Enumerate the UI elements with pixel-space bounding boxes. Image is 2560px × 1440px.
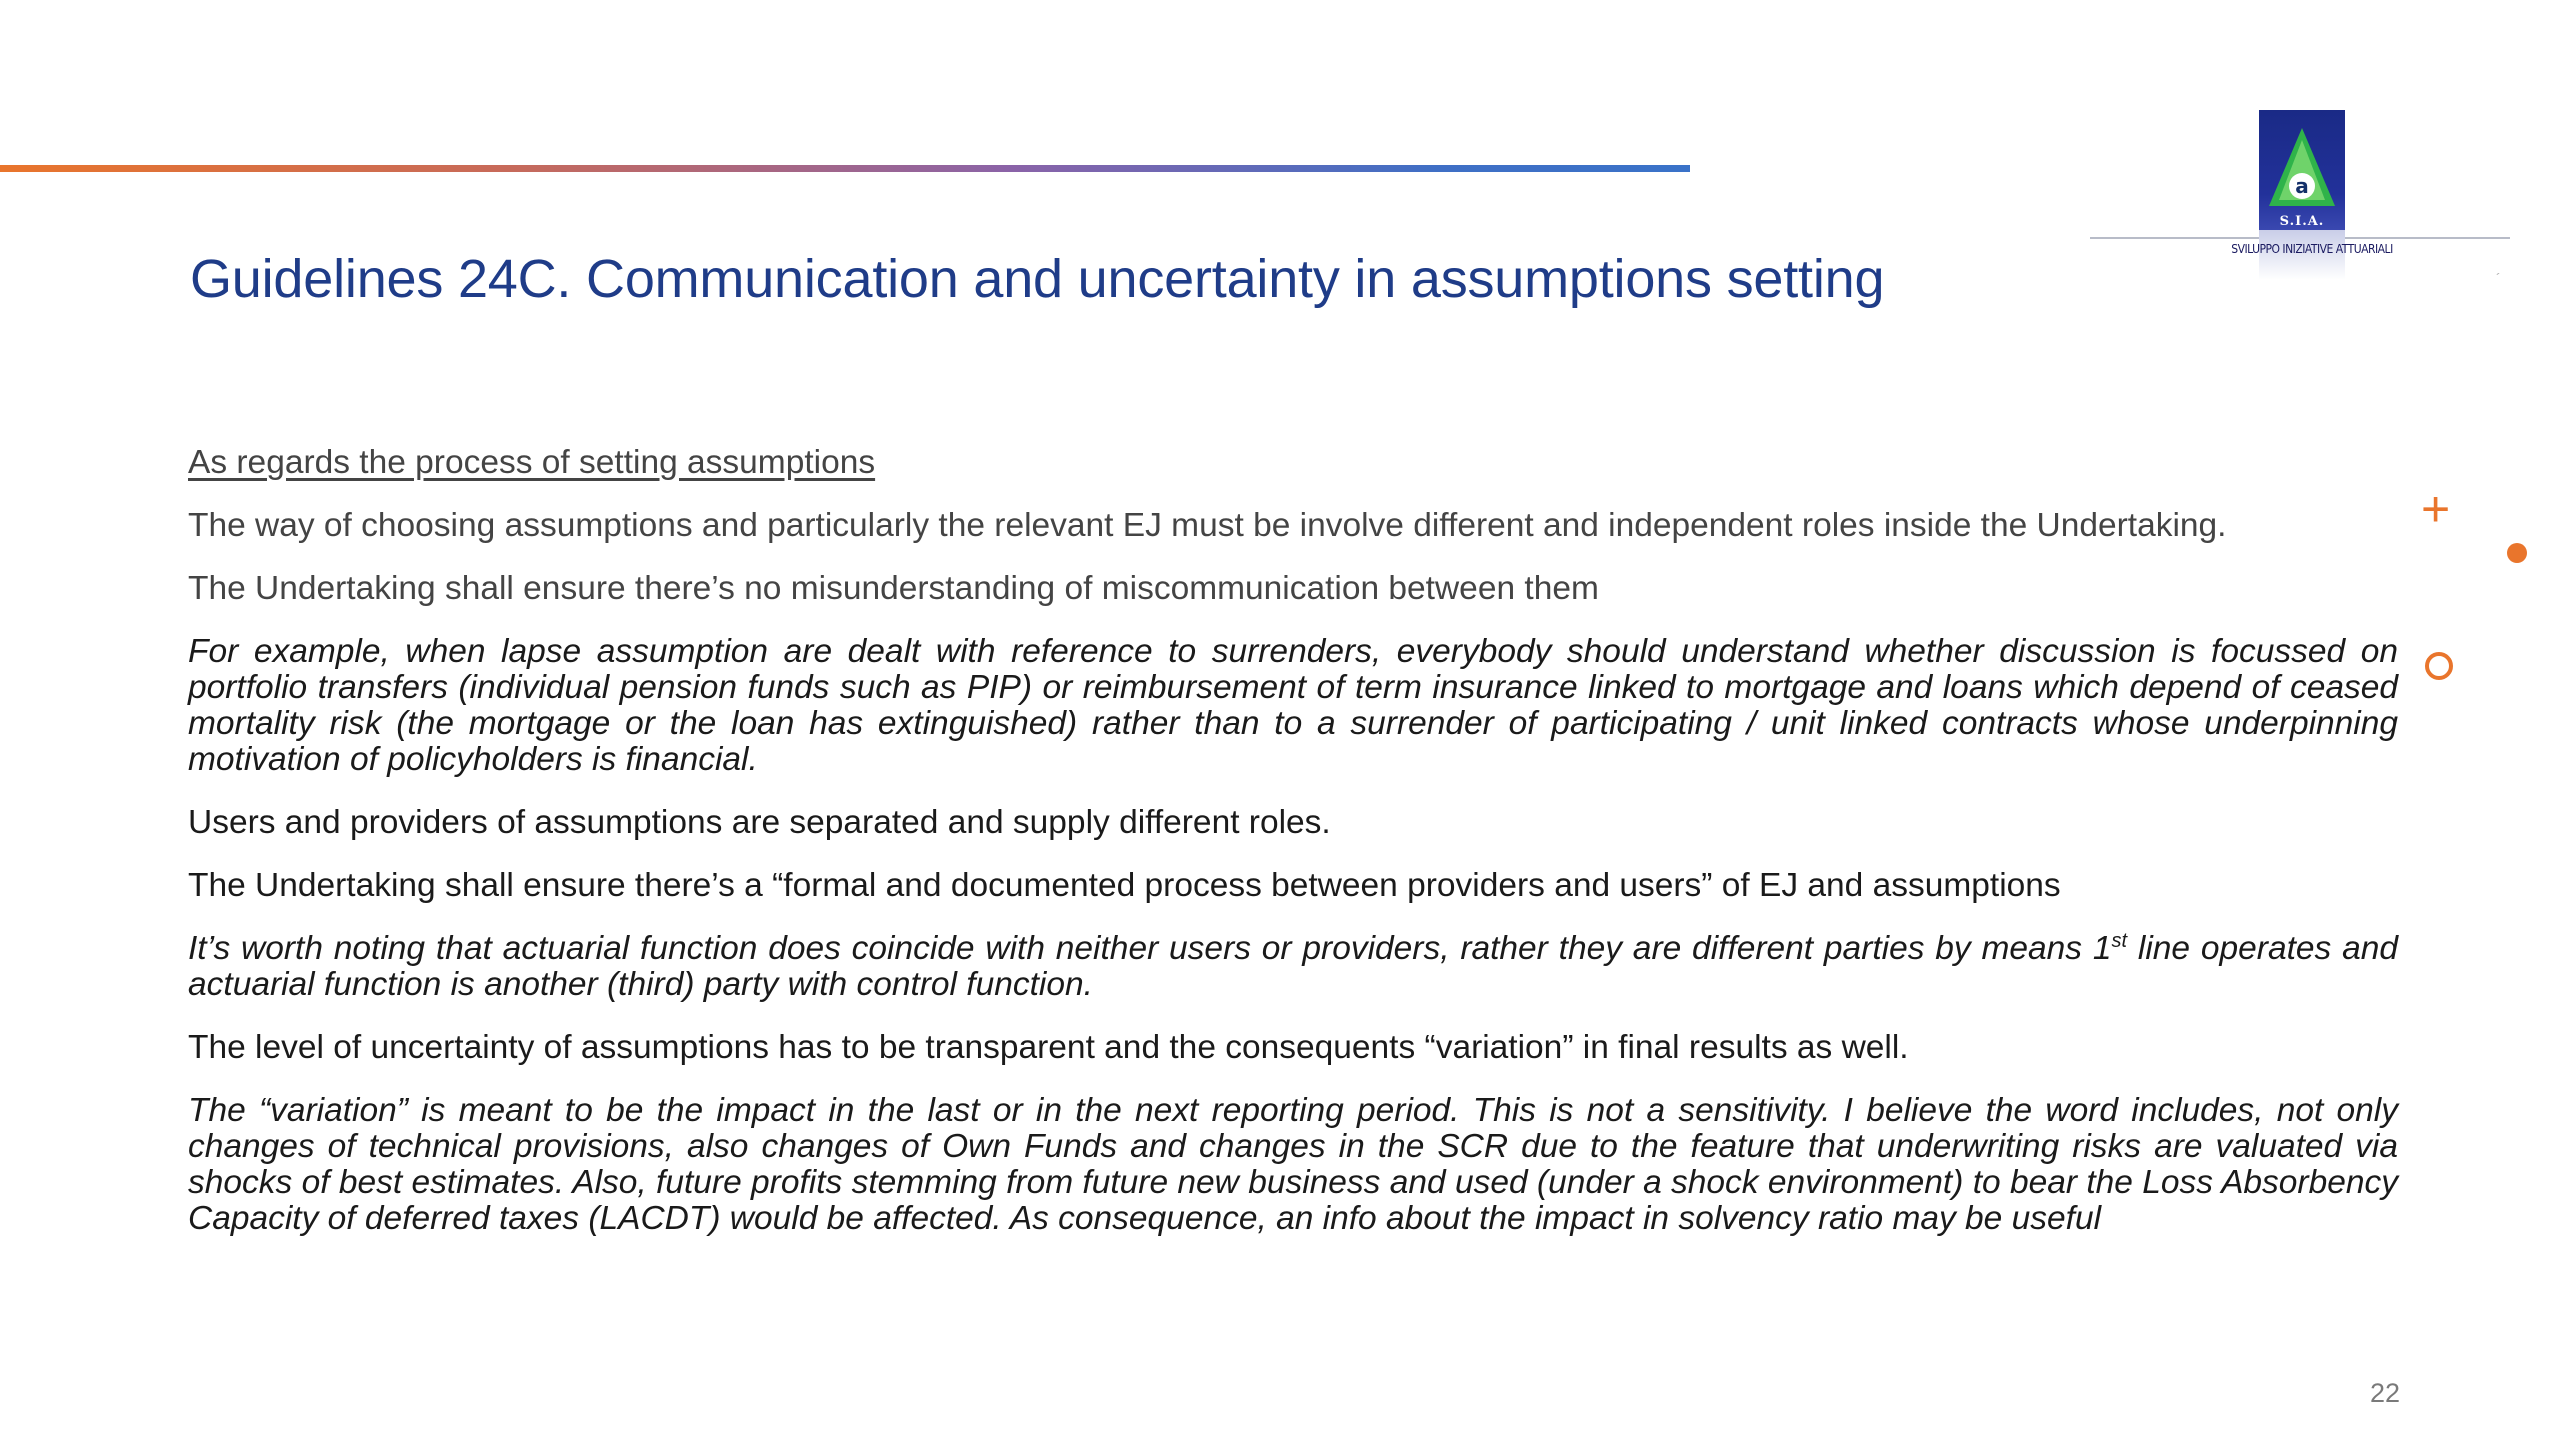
- logo-subtitle: SVILUPPO INIZIATIVE ATTUARIALI: [2231, 242, 2393, 256]
- superscript-st: st: [2111, 930, 2128, 952]
- corner-mark: ´: [2496, 270, 2501, 286]
- paragraph-formal-process: The Undertaking shall ensure there’s a “formal and documented process between providers and users” of EJ and assumptions: [188, 867, 2061, 904]
- section-heading: As regards the process of setting assumptions: [188, 444, 876, 481]
- logo-triangle-graphic: [2259, 110, 2345, 230]
- page-number: 22: [2369, 1378, 2400, 1408]
- paragraph-actuarial-function: [188, 931, 2398, 1003]
- paragraph-actuarial-function-text-b: line operates and actuarial function is another (third) party with control function.: [188, 930, 2398, 1003]
- plus-decoration-icon: +: [2421, 481, 2451, 537]
- slide-title: Guidelines 24C. Communication and uncertainty in assumptions setting: [190, 249, 1885, 309]
- company-logo: [2090, 110, 2510, 290]
- paragraph-lapse-example: For example, when lapse assumption are dealt with reference to surrenders, everybody should understand whether discussion is focussed on portfolio transfers (individual pension funds such as PIP) or reimbursement of term insurance linked to mortgage and loans which depend of ceased mortality risk (the mortgage or the loan has extinguished) rather than to a surrender of participating / unit linked contracts whose underpinning motivation of policyholders is financial.: [188, 633, 2398, 778]
- paragraph-uncertainty: The level of uncertainty of assumptions has to be transparent and the consequents “variation” in final results as well.: [188, 1029, 1909, 1066]
- dot-decoration-icon: [2507, 543, 2527, 563]
- paragraph-variation: The “variation” is meant to be the impact in the last or in the next reporting period. This is not a sensitivity. I believe the word includes, not only changes of technical provisions, also changes of Own Funds and changes in the SCR due to the feature that underwriting risks are valuated via shocks of best estimates. Also, future profits stemming from future new business and used (under a shock environment) to bear the Loss Absorbency Capacity of deferred taxes (LACDT) would be affected. As consequence, an info about the impact in solvency ratio may be useful: [188, 1092, 2398, 1237]
- sia-triangle-logo-icon: [2259, 110, 2345, 230]
- paragraph-actuarial-function-text-a: It’s worth noting that actuarial function does coincide with neither users or providers, rather they are different parties by means 1: [188, 930, 2112, 967]
- logo-name: S.I.A.: [2279, 214, 2325, 229]
- paragraph-misunderstanding: The Undertaking shall ensure there’s no misunderstanding of miscommunication between them: [188, 570, 1599, 607]
- svg-text:a: a: [2295, 174, 2309, 198]
- slide-body: [188, 445, 2398, 1264]
- top-gradient-rule: [0, 165, 1690, 172]
- ring-decoration-icon: [2425, 652, 2453, 680]
- paragraph-users-providers: Users and providers of assumptions are separated and supply different roles.: [188, 804, 1331, 841]
- paragraph-roles: The way of choosing assumptions and particularly the relevant EJ must be involve different and independent roles inside the Undertaking.: [188, 507, 2227, 544]
